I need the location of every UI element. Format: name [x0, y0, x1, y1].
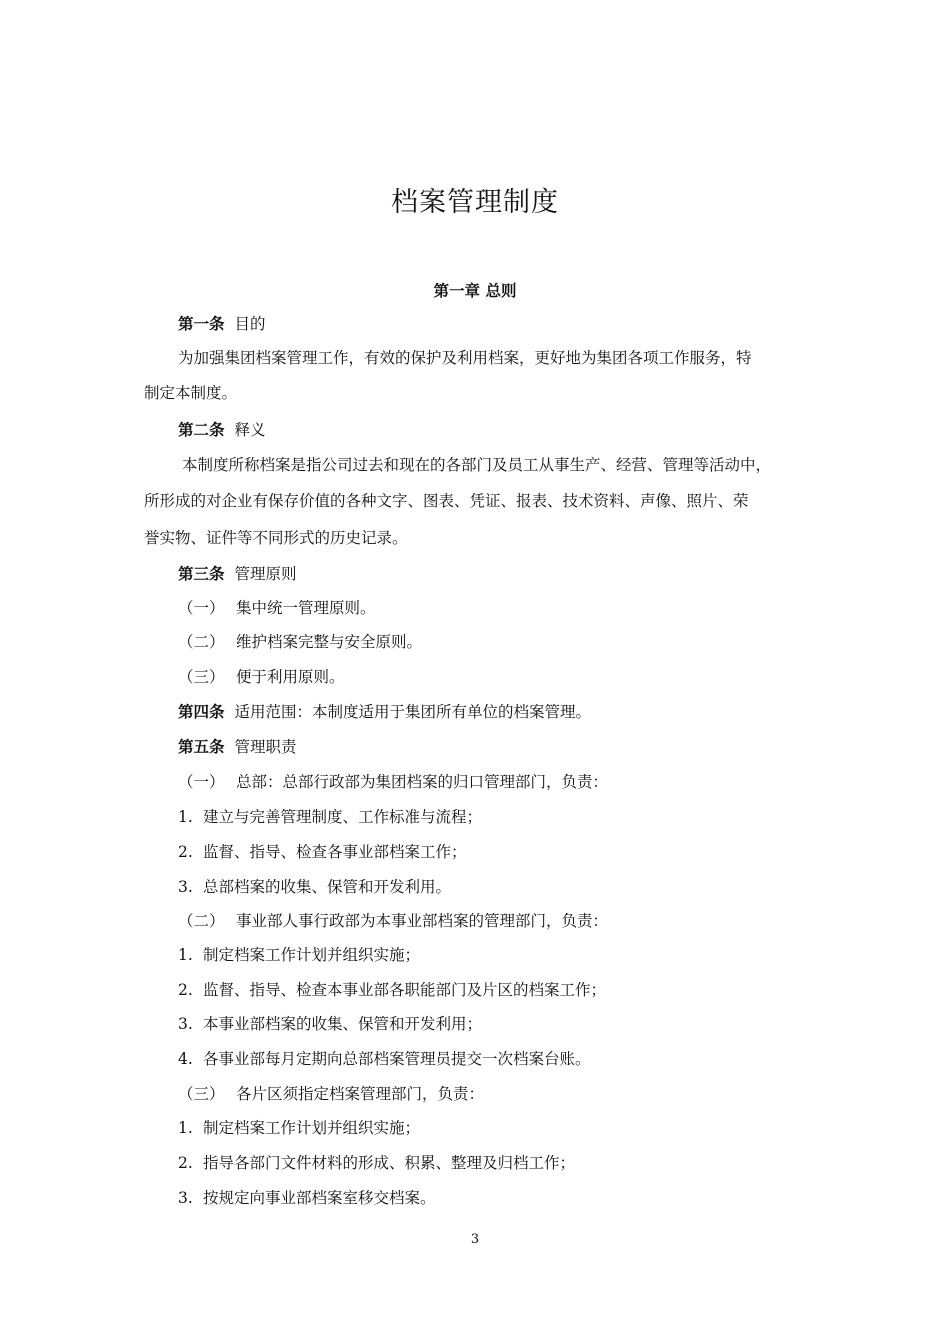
list-number: 3.	[178, 1189, 193, 1207]
list-text: 监督、指导、检查本事业部各职能部门及片区的档案工作；	[203, 981, 607, 999]
article-title: 管理职责	[234, 738, 297, 756]
list-item	[178, 1013, 482, 1035]
list-text: 指导各部门文件材料的形成、积累、整理及归档工作；	[203, 1154, 576, 1172]
article-label: 第五条	[178, 738, 225, 756]
list-marker: （二）	[178, 912, 225, 930]
section-heading	[178, 1083, 484, 1105]
list-number: 1.	[178, 1119, 193, 1137]
list-text: 集中统一管理原则。	[236, 599, 376, 617]
list-item	[178, 631, 422, 653]
section-heading	[178, 910, 608, 932]
list-text: 制定档案工作计划并组织实施；	[203, 1119, 421, 1137]
list-item	[178, 979, 606, 1001]
list-text: 便于利用原则。	[236, 668, 345, 686]
article-2-heading	[178, 419, 266, 441]
list-item	[178, 806, 482, 828]
section-text: 各片区须指定档案管理部门，负责：	[236, 1085, 485, 1103]
page-number: 3	[470, 1232, 480, 1247]
list-marker: （二）	[178, 633, 225, 651]
list-marker: （三）	[178, 1085, 225, 1103]
article-2-text-line-2: 所形成的对企业有保存价值的各种文字、图表、凭证、报表、技术资料、声像、照片、荣	[144, 492, 749, 510]
list-text: 建立与完善管理制度、工作标准与流程；	[203, 808, 483, 826]
list-item	[178, 841, 467, 863]
list-text: 总部档案的收集、保管和开发利用。	[203, 878, 452, 896]
article-title: 释义	[234, 421, 266, 439]
list-item	[178, 1152, 575, 1174]
list-text: 按规定向事业部档案室移交档案。	[203, 1189, 436, 1207]
list-number: 4.	[178, 1050, 193, 1068]
section-text: 总部：总部行政部为集团档案的归口管理部门，负责：	[236, 773, 609, 791]
article-3-heading	[178, 563, 297, 585]
article-label: 第三条	[178, 565, 225, 583]
article-label: 第四条	[178, 703, 225, 721]
list-marker: （一）	[178, 773, 225, 791]
article-title: 目的	[234, 315, 266, 333]
article-title: 适用范围：本制度适用于集团所有单位的档案管理。	[234, 703, 592, 721]
list-item	[178, 597, 376, 619]
list-number: 2.	[178, 843, 193, 861]
section-text: 事业部人事行政部为本事业部档案的管理部门，负责：	[236, 912, 609, 930]
list-marker: （三）	[178, 668, 225, 686]
article-5-heading	[178, 736, 297, 758]
list-item	[178, 1187, 436, 1209]
article-1-text-line-2: 制定本制度。	[144, 384, 238, 402]
article-title: 管理原则	[234, 565, 297, 583]
article-1-text-line-1: 为加强集团档案管理工作，有效的保护及利用档案，更好地为集团各项工作服务，特	[178, 349, 752, 367]
list-marker: （一）	[178, 599, 225, 617]
list-number: 1.	[178, 808, 193, 826]
list-item	[178, 1117, 420, 1139]
article-label: 第一条	[178, 315, 225, 333]
list-number: 2.	[178, 1154, 193, 1172]
list-number: 2.	[178, 981, 193, 999]
list-text: 监督、指导、检查各事业部档案工作；	[203, 843, 467, 861]
section-heading	[178, 771, 608, 793]
document-title: 档案管理制度	[391, 187, 559, 218]
list-text: 本事业部档案的收集、保管和开发利用；	[203, 1015, 483, 1033]
list-text: 各事业部每月定期向总部档案管理员提交一次档案台账。	[203, 1050, 591, 1068]
list-item	[178, 666, 345, 688]
list-text: 维护档案完整与安全原则。	[236, 633, 423, 651]
article-4-heading	[178, 701, 591, 723]
article-2-text-line-1: 本制度所称档案是指公司过去和现在的各部门及员工从事生产、经营、管理等活动中，	[182, 456, 772, 474]
list-number: 1.	[178, 946, 193, 964]
chapter-heading: 第一章 总则	[433, 282, 517, 300]
list-item	[178, 876, 451, 898]
article-label: 第二条	[178, 421, 225, 439]
list-item	[178, 944, 420, 966]
list-item	[178, 1048, 591, 1070]
list-number: 3.	[178, 878, 193, 896]
article-2-text-line-3: 誉实物、证件等不同形式的历史记录。	[144, 529, 408, 547]
list-number: 3.	[178, 1015, 193, 1033]
article-1-heading	[178, 313, 266, 335]
list-text: 制定档案工作计划并组织实施；	[203, 946, 421, 964]
